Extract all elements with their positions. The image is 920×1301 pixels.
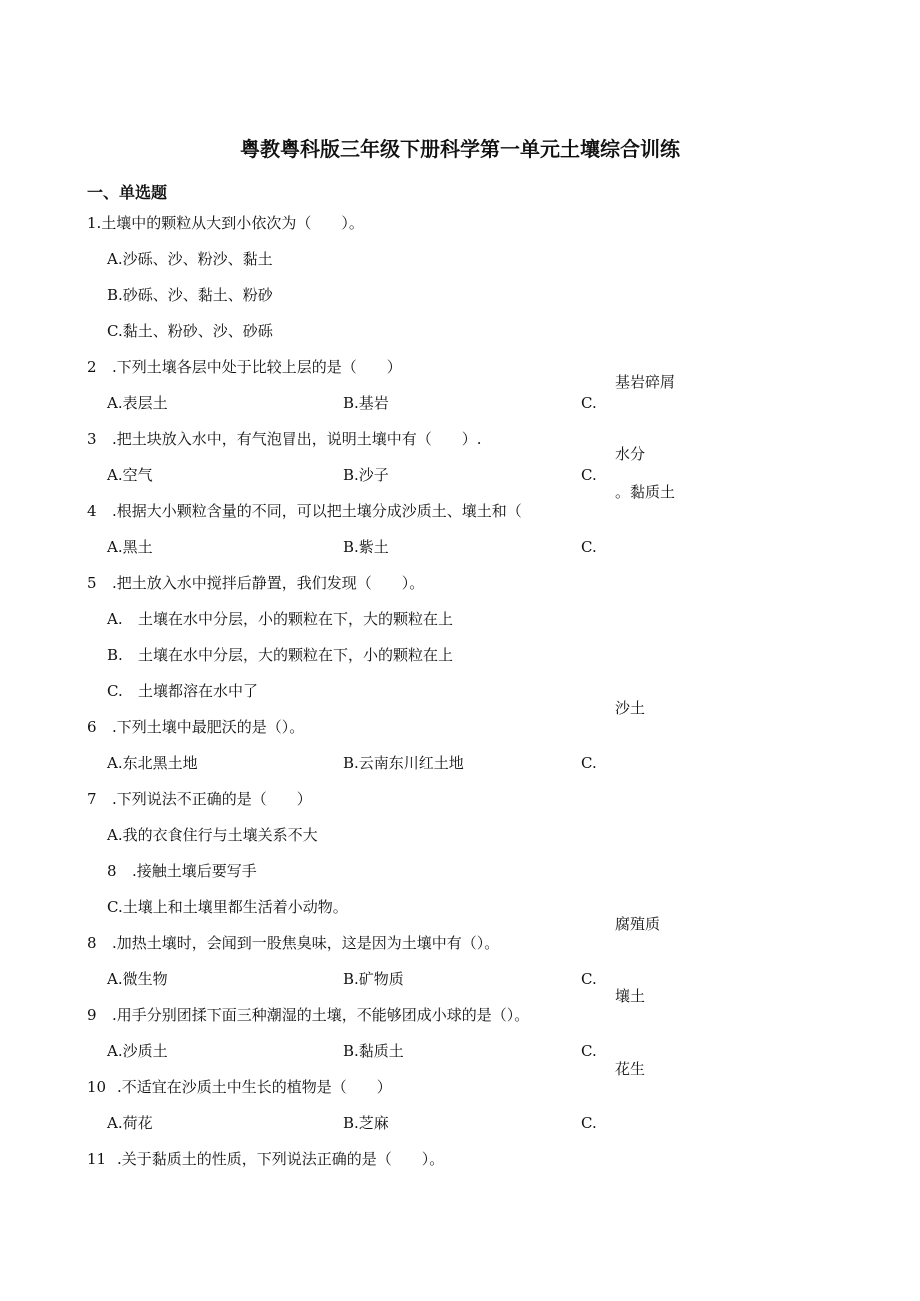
question-10-option-b: B.芝麻 bbox=[343, 1114, 389, 1132]
question-3-option-a: A.空气 bbox=[107, 466, 153, 484]
question-7-stem: .下列说法不正确的是（ ） bbox=[112, 790, 312, 808]
question-9-option-a: A.沙质土 bbox=[107, 1042, 168, 1060]
question-3-option-c: C. bbox=[581, 466, 597, 484]
question-5-stem: .把土放入水中搅拌后静置，我们发现（ ）。 bbox=[112, 574, 425, 592]
question-5-option-a: 土壤在水中分层，小的颗粒在下，大的颗粒在上 bbox=[138, 610, 454, 628]
question-2-option-c: C. bbox=[581, 394, 597, 412]
question-4-option-b: B.紫土 bbox=[343, 538, 389, 556]
question-5-option-a-letter: A. bbox=[107, 610, 123, 628]
question-8-number: 8 bbox=[87, 934, 97, 952]
question-1-option-c: C.黏土、粉砂、沙、砂砾 bbox=[107, 322, 273, 340]
question-7-option-a: A.我的衣食住行与土壤关系不大 bbox=[107, 826, 318, 844]
question-1-stem: 1.土壤中的颗粒从大到小依次为（ ）。 bbox=[87, 214, 364, 232]
document-title: 粤教粤科版三年级下册科学第一单元土壤综合训练 bbox=[240, 137, 680, 161]
margin-text-peanut: 花生 bbox=[615, 1060, 646, 1078]
question-4-option-a: A.黑土 bbox=[107, 538, 153, 556]
question-9-option-c: C. bbox=[581, 1042, 597, 1060]
question-5-option-c-letter: C. bbox=[107, 682, 123, 700]
question-5-option-b-letter: B. bbox=[107, 646, 123, 664]
question-8-stem: .加热土壤时，会闻到一股焦臭味，这是因为土壤中有（）。 bbox=[112, 934, 500, 952]
question-6-option-b: B.云南东川红土地 bbox=[343, 754, 464, 772]
question-6-stem: .下列土壤中最肥沃的是（）。 bbox=[112, 718, 305, 736]
question-5-option-c: 土壤都溶在水中了 bbox=[138, 682, 259, 700]
margin-text-loam: 壤土 bbox=[615, 987, 646, 1005]
question-4-stem: .根据大小颗粒含量的不同，可以把土壤分成沙质土、壤土和（ bbox=[112, 502, 522, 520]
question-4-option-c: C. bbox=[581, 538, 597, 556]
question-2-stem: .下列土壤各层中处于比较上层的是（ ） bbox=[112, 358, 402, 376]
question-1-option-b: B.砂砾、沙、黏土、粉砂 bbox=[107, 286, 273, 304]
question-10-number: 10 bbox=[87, 1078, 107, 1096]
question-10-option-a: A.荷花 bbox=[107, 1114, 153, 1132]
question-3-option-c-text: 水分 bbox=[615, 445, 646, 463]
question-1-option-a: A.沙砾、沙、粉沙、黏土 bbox=[107, 250, 273, 268]
question-7-option-b: .接触土壤后要写手 bbox=[132, 862, 257, 880]
section-heading: 一、单选题 bbox=[87, 183, 168, 202]
question-3-number: 3 bbox=[87, 430, 97, 448]
question-2-option-c-text: 基岩碎屑 bbox=[615, 373, 676, 391]
question-7-option-c: C.土壤上和土壤里都生活着小动物。 bbox=[107, 898, 348, 916]
question-6-option-c: C. bbox=[581, 754, 597, 772]
question-4-stem-end: 。黏质土 bbox=[615, 483, 676, 501]
question-11-number: 11 bbox=[87, 1150, 107, 1168]
question-8-option-a: A.微生物 bbox=[107, 970, 168, 988]
question-6-option-a: A.东北黑土地 bbox=[107, 754, 198, 772]
margin-text-humus: 腐殖质 bbox=[615, 915, 661, 933]
question-2-option-b: B.基岩 bbox=[343, 394, 389, 412]
question-9-option-b: B.黏质土 bbox=[343, 1042, 404, 1060]
question-5-number: 5 bbox=[87, 574, 97, 592]
question-7-number: 7 bbox=[87, 790, 97, 808]
question-7-option-b-number: 8 bbox=[107, 862, 117, 880]
margin-text-sandy-soil: 沙土 bbox=[615, 699, 646, 717]
question-4-number: 4 bbox=[87, 502, 97, 520]
question-9-number: 9 bbox=[87, 1006, 97, 1024]
question-3-option-b: B.沙子 bbox=[343, 466, 389, 484]
question-9-stem: .用手分别团揉下面三种潮湿的土壤，不能够团成小球的是（）。 bbox=[112, 1006, 530, 1024]
question-8-option-b: B.矿物质 bbox=[343, 970, 404, 988]
question-5-option-b: 土壤在水中分层，大的颗粒在下，小的颗粒在上 bbox=[138, 646, 454, 664]
question-10-option-c: C. bbox=[581, 1114, 597, 1132]
question-3-stem: .把土块放入水中，有气泡冒出，说明土壤中有（ ）. bbox=[112, 430, 482, 448]
question-6-number: 6 bbox=[87, 718, 97, 736]
question-2-number: 2 bbox=[87, 358, 97, 376]
question-10-stem: .不适宜在沙质土中生长的植物是（ ） bbox=[117, 1078, 392, 1096]
question-11-stem: .关于黏质土的性质，下列说法正确的是（ ）。 bbox=[117, 1150, 445, 1168]
question-8-option-c: C. bbox=[581, 970, 597, 988]
question-2-option-a: A.表层土 bbox=[107, 394, 168, 412]
